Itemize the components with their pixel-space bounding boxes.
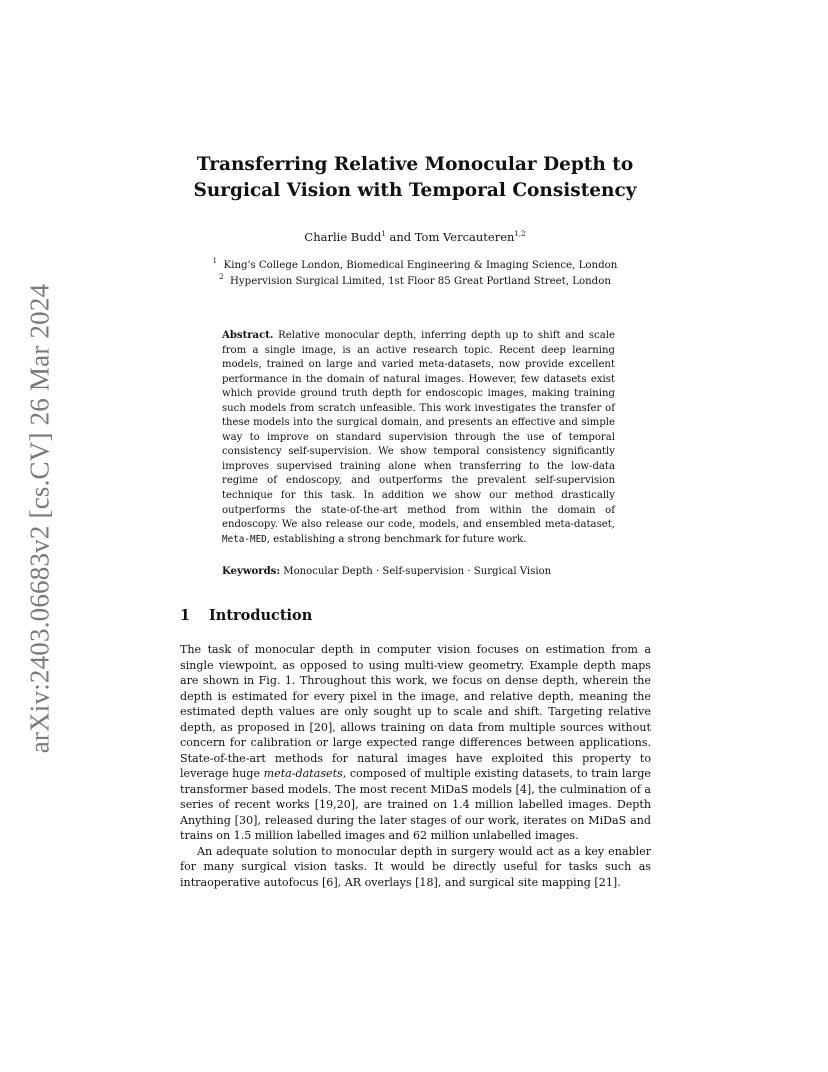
abstract xyxy=(222,329,615,547)
abstract-text-end: , establishing a strong benchmark for future work. xyxy=(266,533,527,545)
affiliation-text: Hypervision Surgical Limited, 1st Floor 85 Great Portland Street, London xyxy=(230,275,611,287)
author-name: Tom Vercauteren xyxy=(414,230,515,244)
affiliation-item xyxy=(180,274,650,290)
affiliation-text: King's College London, Biomedical Engineering & Imaging Science, London xyxy=(223,260,618,271)
introduction-body xyxy=(180,642,651,890)
keywords-text: Monocular Depth · Self-supervision · Surgical Vision xyxy=(283,566,552,577)
affiliation-mark: 1,2 xyxy=(514,230,526,238)
affiliation-mark: 1 xyxy=(212,257,218,265)
body-paragraph xyxy=(180,844,651,891)
affiliation-list xyxy=(180,258,650,289)
abstract-label: Abstract. xyxy=(222,330,274,341)
dataset-name: Meta-MED xyxy=(222,533,267,545)
paper-title: Transferring Relative Monocular Depth to Surgical Vision with Temporal Consistency xyxy=(193,154,637,201)
keywords xyxy=(222,565,615,580)
section-heading xyxy=(180,606,650,626)
affiliation-item xyxy=(180,258,650,274)
author-name: Charlie Budd xyxy=(304,230,382,244)
arxiv-identifier-stamp xyxy=(18,278,62,758)
paragraph-text: , composed of multiple existing datasets, to train large transformer based models. The most recent MiDaS models [4], the culmination of a series of recent works [19,20], are trained on 1.4 million labelled images. Depth Anything [30], released during the later stages of our work, iterates on MiDaS and trains on 1.5 million labelled images and 62 million unlabelled images. xyxy=(180,767,651,842)
affiliation-mark: 2 xyxy=(219,272,224,281)
affiliation-mark: 1 xyxy=(381,230,386,238)
paragraph-text: An adequate solution to monocular depth in surgery would act as a key enabler for many surgical vision tasks. It would be directly useful for tasks such as intraoperative autofocus [6], AR overlays [18], and surgical site mapping [21]. xyxy=(180,844,651,889)
paragraph-text: The task of monocular depth in computer vision focuses on estimation from a single viewpoint, as opposed to using multi-view geometry. Example depth maps are shown in Fig. 1. Throughout this work, we focus on dense depth, wherein the depth is estimated for every pixel in the image, and relative depth, meaning the estimated depth values are only sought up to scale and shift. Targeting relative depth, as proposed in [20], allows training on data from multiple sources without concern for calibration or large expected range differences between applications. State-of-the-art methods for natural images have exploited this property to leverage huge xyxy=(180,643,651,780)
body-paragraph xyxy=(180,642,651,844)
emphasized-term: meta-datasets xyxy=(263,767,343,780)
author-conjunction: and xyxy=(389,230,412,244)
arxiv-identifier-text: arXiv:2403.06683v2 [cs.CV] 26 Mar 2024 xyxy=(24,283,55,753)
keywords-label: Keywords: xyxy=(222,566,281,577)
section-title: Introduction xyxy=(209,607,313,624)
section-number: 1 xyxy=(180,607,191,624)
author-line xyxy=(180,229,650,245)
abstract-text: Relative monocular depth, inferring depth up to shift and scale from a single image, is an active research topic. Recent deep learning models, trained on large and varied meta-datasets, now provide excellent performance in the domain of natural images. However, few datasets exist which provide ground truth depth for endoscopic images, making training such models from scratch unfeasible. This work investigates the transfer of these models into the surgical domain, and presents an effective and simple way to improve on standard supervision through the use of temporal consistency self-supervision. We show temporal consistency significantly improves supervised training alone when transferring to the low-data regime of endoscopy, and outperforms the prevalent self-supervision technique for this task. In addition we show our method drastically outperforms the state-of-the-art method from within the domain of endoscopy. We also release our code, models, and ensembled meta-dataset, xyxy=(222,330,615,531)
